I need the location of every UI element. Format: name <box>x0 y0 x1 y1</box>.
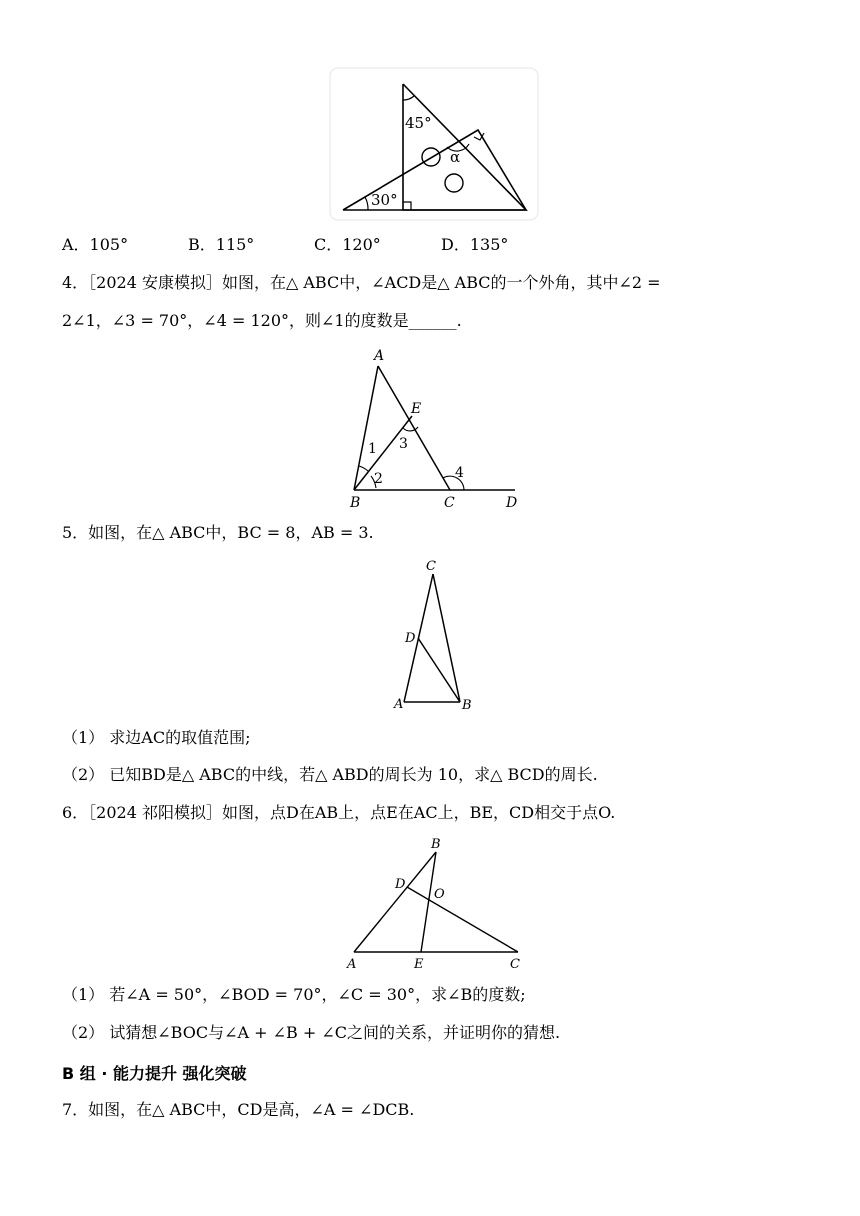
label-C: C <box>426 559 436 574</box>
section-b-heading: B 组 · 能力提升 强化突破 <box>62 1064 247 1083</box>
choice-d: D．135° <box>441 235 509 254</box>
choice-b: B．115° <box>188 235 255 254</box>
figure-set-squares <box>328 66 548 226</box>
choice-c: C．120° <box>314 235 381 254</box>
label-B: B <box>462 698 472 713</box>
figure-q6 <box>340 836 540 976</box>
q5-stem: 5．如图，在△ ABC中，BC = 8，AB = 3. <box>62 523 374 542</box>
choice-a: A．105° <box>62 235 129 254</box>
label-4: 4 <box>455 465 464 481</box>
q5-part2: （2） 已知BD是△ ABC的中线，若△ ABD的周长为 10，求△ BCD的周长. <box>62 765 598 784</box>
q6-stem: 6．［2024 祁阳模拟］如图，点D在AB上，点E在AC上，BE，CD相交于点O. <box>62 803 616 822</box>
q6-part1: （1） 若∠A = 50°，∠BOD = 70°，∠C = 30°，求∠B的度数; <box>62 985 526 1004</box>
q4-line1: 4．［2024 安康模拟］如图，在△ ABC中，∠ACD是△ ABC的一个外角，其中∠2 = <box>62 273 661 292</box>
q4-line2: 2∠1，∠3 = 70°，∠4 = 120°，则∠1的度数是______. <box>62 311 462 330</box>
label-A: A <box>374 348 385 364</box>
label-E: E <box>414 957 424 972</box>
label-O: O <box>434 887 445 902</box>
label-2: 2 <box>374 471 383 487</box>
label-A: A <box>394 697 404 712</box>
label-D: D <box>405 631 416 646</box>
label-C: C <box>444 495 455 511</box>
label-E: E <box>411 401 422 417</box>
label-A: A <box>347 957 357 972</box>
q6-part2: （2） 试猜想∠BOC与∠A + ∠B + ∠C之间的关系，并证明你的猜想. <box>62 1023 561 1042</box>
label-45: 45° <box>405 114 432 132</box>
label-C: C <box>510 957 520 972</box>
label-alpha: α <box>450 148 461 166</box>
label-3: 3 <box>399 436 408 452</box>
q7-stem: 7．如图，在△ ABC中，CD是高，∠A = ∠DCB. <box>62 1100 415 1119</box>
label-B: B <box>431 837 441 852</box>
label-D: D <box>395 877 406 892</box>
figure-q4 <box>340 344 540 514</box>
label-B: B <box>350 495 361 511</box>
q5-part1: （1） 求边AC的取值范围; <box>62 728 251 747</box>
label-D: D <box>506 495 518 511</box>
figure-q5 <box>390 556 490 716</box>
label-30: 30° <box>371 191 398 209</box>
label-1: 1 <box>368 441 377 457</box>
